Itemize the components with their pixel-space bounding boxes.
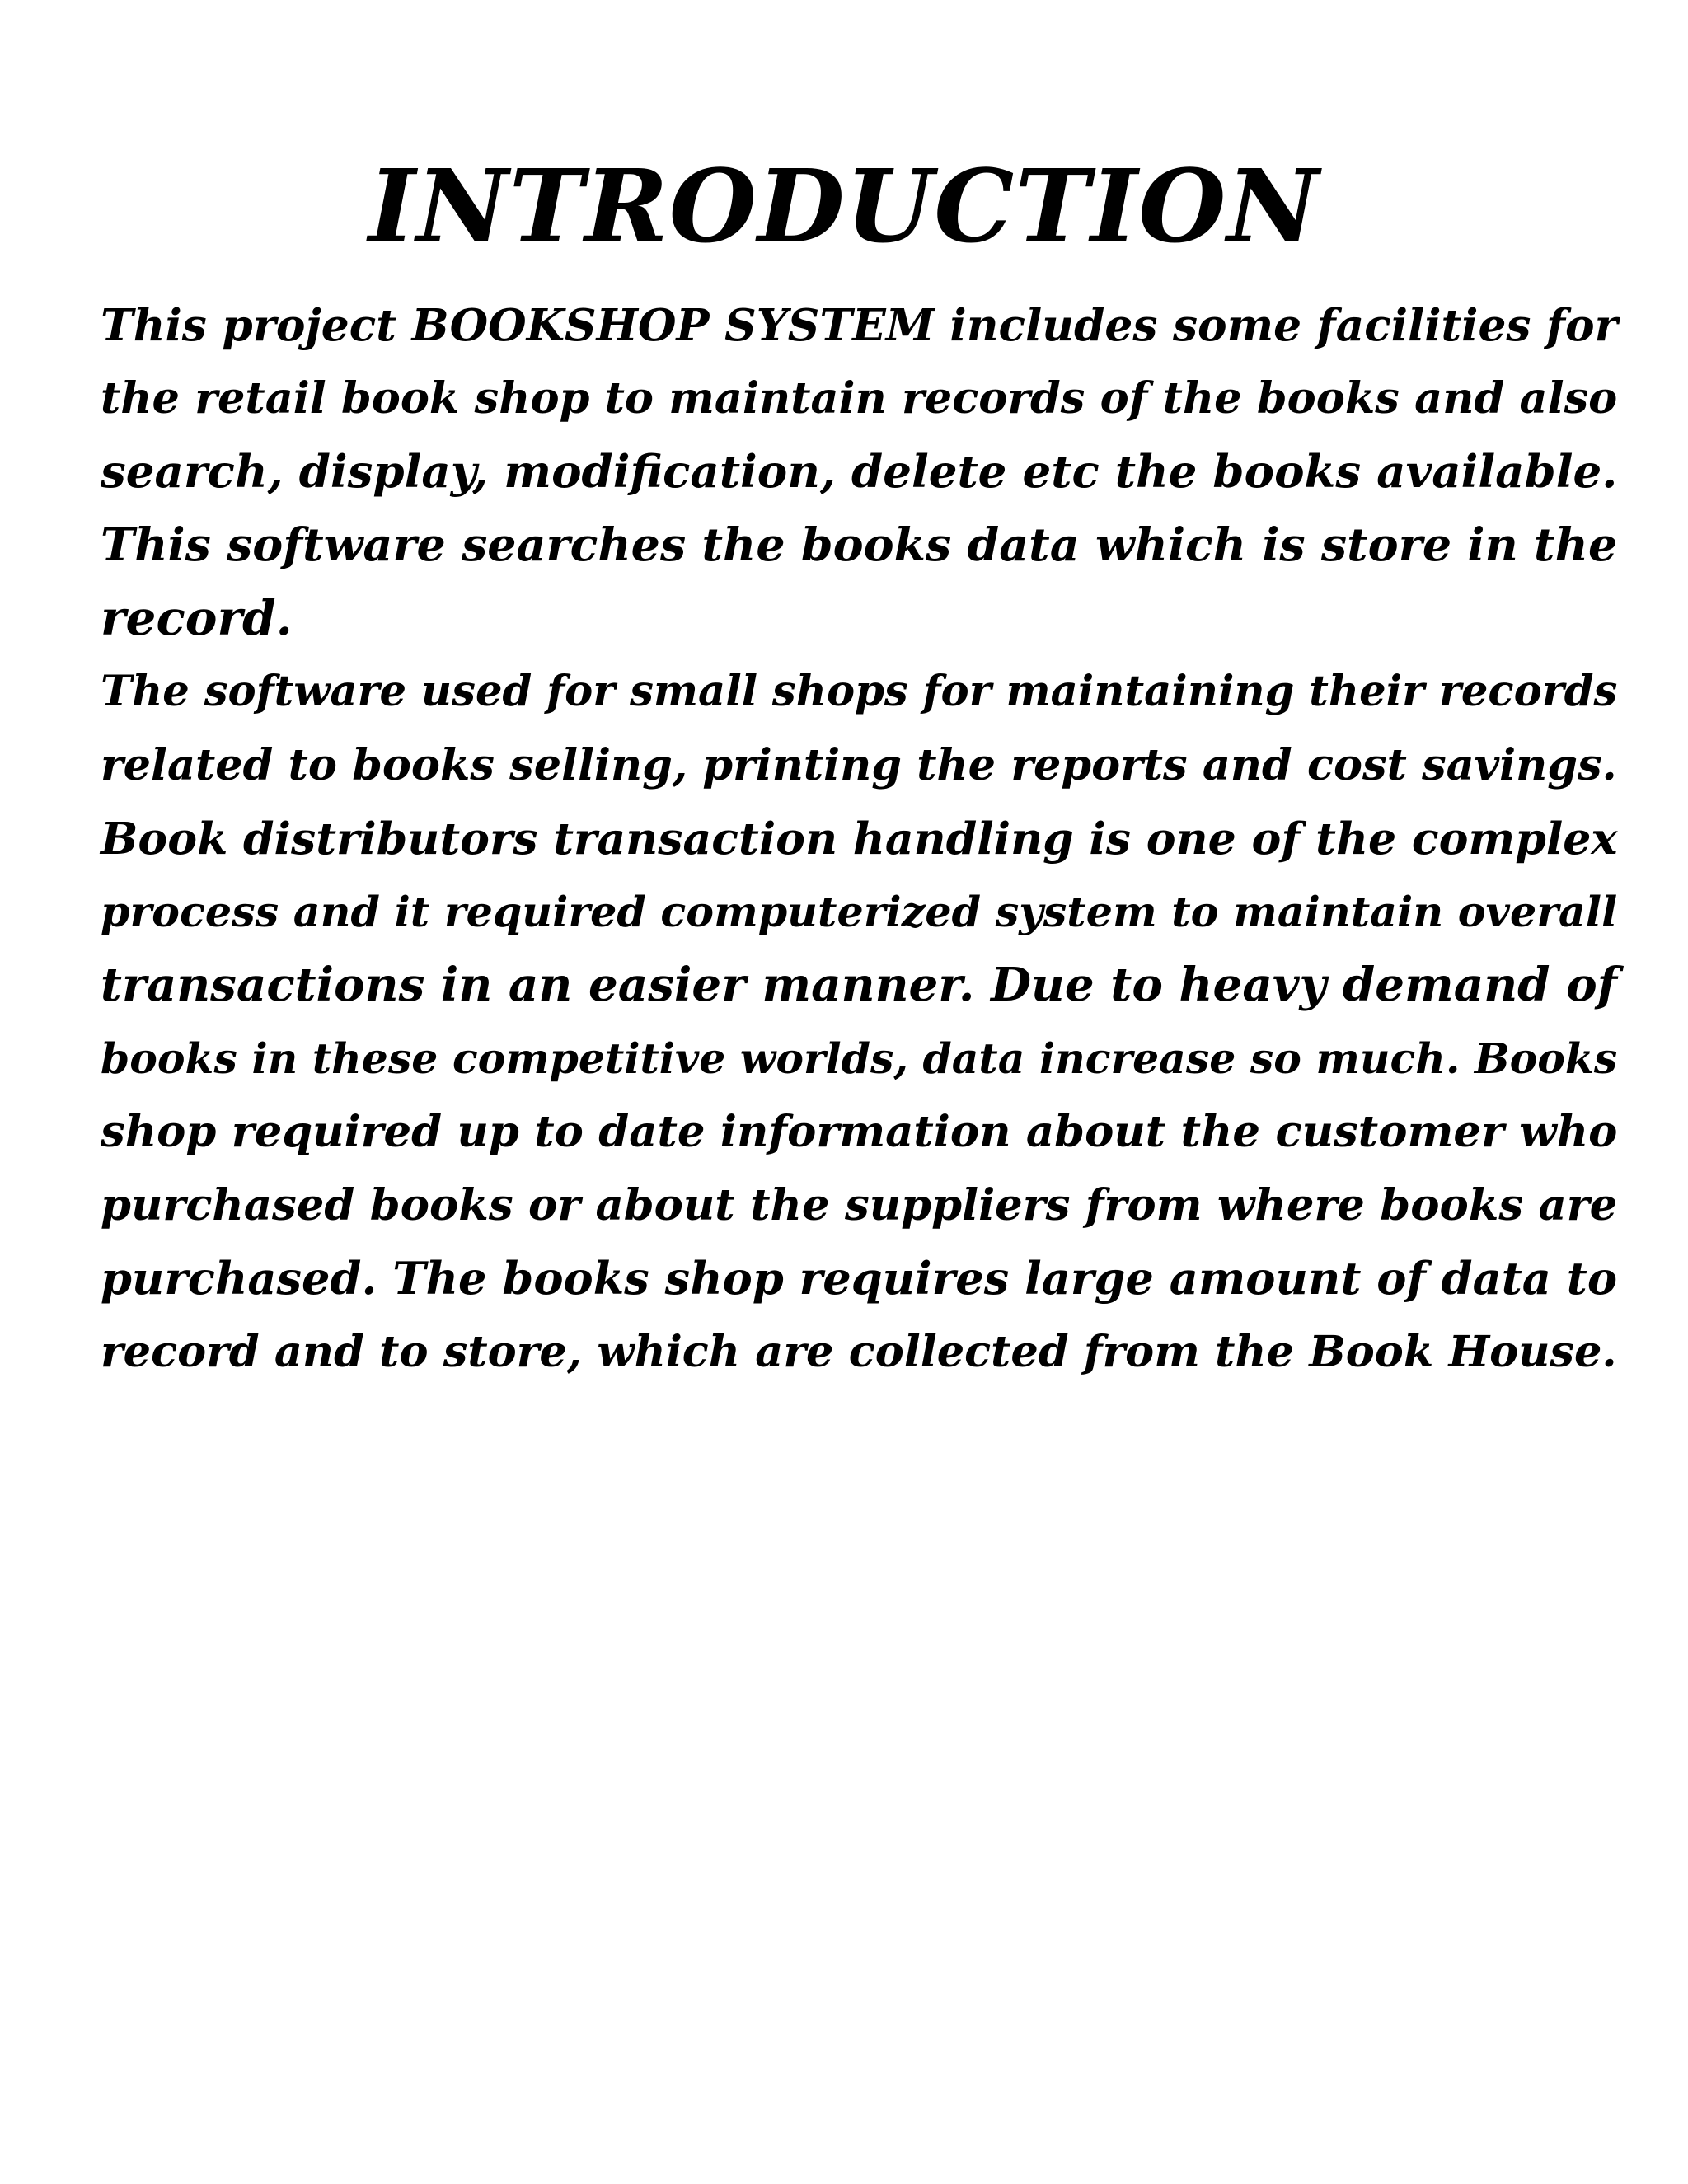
body-line: books in these competitive worlds, data increase so much. Books <box>101 1034 1618 1083</box>
introduction-body <box>101 288 1625 1389</box>
body-line: The software used for small shops for maintaining their records <box>101 667 1618 716</box>
body-line: record. <box>101 590 293 646</box>
body-line: purchased. The books shop requires large amount of data to <box>101 1252 1618 1305</box>
body-line: record and to store, which are collected from the Book House. <box>101 1327 1617 1377</box>
body-line: search, display, modification, delete etc the books available. <box>101 445 1618 498</box>
body-line: related to books selling, printing the reports and cost savings. <box>101 740 1617 790</box>
body-line: process and it required computerized system to maintain overall <box>101 887 1618 936</box>
body-line: This software searches the books data which is store in the <box>101 518 1618 572</box>
body-line: transactions in an easier manner. Due to heavy demand of <box>101 958 1617 1012</box>
body-line: shop required up to date information about the customer who <box>101 1106 1618 1157</box>
body-line: Book distributors transaction handling is one of the complex <box>101 813 1618 865</box>
body-line: purchased books or about the suppliers from where books are <box>101 1179 1618 1230</box>
body-line: the retail book shop to maintain records of the books and also <box>101 373 1618 424</box>
body-line: This project BOOKSHOP SYSTEM includes some facilities for <box>101 299 1618 351</box>
page-title: INTRODUCTION <box>368 147 1320 265</box>
